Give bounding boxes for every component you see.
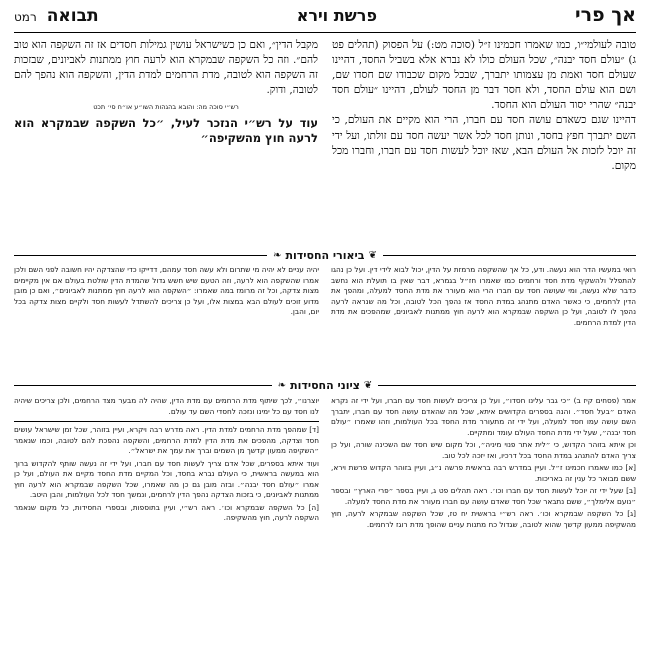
commentary-paragraph: יהיה עניים לא יהיה מי שתרום ולא עשה חסד עמהם, דדייקו כדי שהצדקה יהיו חשובה לפני השם ולכן אמרו שהשקפה הוא לרעה, וזה הטעם שיש חשש גדול שהמדת הדין שולטת בעולם אם אין מקיימים מצות צדקה, וכל זה מרומז במה שאמרו: ״השקפה הוא לרעה חוץ ממתנות לאביונים״, ואם כן מובן מדוע זוכים לעולם הבא במצות אלו, ועל כן צריכים להשתדל לעשות חסד ולקיים מצות צדקה בכל יום, והבן.: [14, 265, 319, 316]
main-paragraph: דהיינו שגם כשאדם עושה חסד עם חברו, הרי הוא מקיים את העולם, כי השם יתברך חפץ בחסד, ונותן חסד לכל אשר יעשה חסד עם זולתו, ועל ידי זה יוכל לזכות אל העולם הבא, שאז יוכל לעשות חסד עם חברו, וחברו מכל מקום.: [332, 114, 636, 172]
ornament-icon: ❧: [273, 249, 282, 261]
tziyunei-label-wrap: [272, 379, 379, 392]
footnote: [א] כמו שאמרו חכמינו ז״ל. ועיין במדרש רבה בראשית פרשה נ״ג, ועיין בזוהר הקדוש פרשת וירא, ששם מבואר כל ענין זה באריכות.: [331, 463, 636, 483]
divider: [378, 385, 636, 386]
ornament-icon: ❦: [363, 379, 373, 391]
section-heading: עוד על רש״י הנזכר לעיל, ״כל השקפה שבמקרא הוא לרעה חוץ מהשקיפה״: [14, 116, 318, 146]
tziyunei-section-header: [14, 378, 636, 392]
divider: [14, 255, 267, 256]
running-header: [14, 4, 636, 32]
footnote: וכן איתא בזוהר הקדוש, כי ״לית אתר פנוי מיניה״, וכל מקום שיש חסד שם השכינה שורה, ועל כן צריך האדם להתנהג במדת החסד בכל דרכיו, ואז יזכה לכל טוב.: [331, 440, 636, 460]
footnote: [ג] כל השקפה שבמקרא וכו׳. ראה רש״י בראשית יח טז, שכל השקפה שבמקרא לרעה, חוץ מהשקיפה ממעון קדשך שהוא לטובה, שגדול כח מתנות עניים שהופך מדת רוגז לרחמים.: [331, 509, 636, 529]
header-book: תבואה: [46, 6, 99, 26]
ornament-icon: ❧: [277, 379, 287, 391]
tziyunei-label: ציוני החסידות: [290, 378, 360, 392]
divider: [383, 255, 636, 256]
biurei-section-header: [14, 248, 636, 262]
footnote: [ד] שמהפך מדת הרחמים למדת הדין. ראה מדרש רבה ויקרא, ועיין בזוהר, שכל זמן שישראל עושים חסד וצדקה, מהפכים את מדת הדין למדת הרחמים, והשקפה נהפכת להם לטובה, וכמו שנאמר ״השקיפה ממעון קדשך מן השמים וברך את עמך את ישראל״.: [14, 425, 319, 455]
tziyunei-right-column: [331, 396, 636, 644]
ornament-icon: ❦: [368, 249, 377, 261]
divider: [14, 421, 319, 422]
footnote: אמר (פסחים קיז ב) ״כי גבר עלינו חסדו״, ועל כן צריכים לעשות חסד עם חברו, ועל ידי זה נקרא האדם ״בעל חסד״. והנה בספרים הקדושים איתא, שכל מה שהאדם עושה חסד עם חברו, יתברך השם עושה עמו חסד למעלה, ועל ידי זה מתעורר מדת החסד בכל העולמות, וזהו שאמרו ״עולם חסד יבנה״, שעל ידי מדת החסד העולם עומד ומתקיים.: [331, 396, 636, 437]
header-book-group: [14, 6, 99, 26]
main-right-column: [332, 38, 636, 243]
footnote: [ב] שעל ידי זה יוכל לעשות חסד עם חברו וכו׳. ראה תהלים פט ג, ועיין בספר ״פרי הארץ״ ובספר ״נועם אלימלך״, ששם נתבאר שכל חסד שאדם עושה עם חברו מעורר את מדת החסד למעלה.: [331, 486, 636, 506]
header-title: אך פרי: [575, 4, 636, 26]
footnote: ועוד איתא בספרים, שכל אדם צריך לעשות חסד עם חברו, ועל ידי זה נעשה שותף להקדוש ברוך הוא במעשה בראשית, כי העולם נברא בחסד, וכל המקיים מדת החסד מקיים את העולם, ועל כן אמרו ״עולם חסד יבנה״. ובזה מובן גם כן מה שאמרו, שכל השקפה שבמקרא הוא לרעה חוץ ממתנות לאביונים, כי בזכות הצדקה נהפך הדין לרחמים, ונמשך חסד לכל העולמות, והבן היטב.: [14, 458, 319, 499]
header-parsha: פרשת וירא: [296, 6, 377, 25]
biurei-right-column: [331, 265, 636, 367]
biurei-label-wrap: [267, 249, 383, 262]
main-text: [14, 38, 636, 243]
tziyunei-left-column: [14, 396, 319, 644]
main-paragraph: טובה לעולמי״ו, כמו שאמרו חכמינו ז״ל (סוכה מט:) על הפסוק (תהלים פט ג) ״עולם חסד יבנה״, שכל העולם כולו לא נברא אלא בשביל החסד, דהיינו שעולם חסד ואמת מן עצמותו יתברך, שבכל מקום שכבודו שם חסדו שם, ושם הוא עולם החסד, ולא חסר דבר מן החסד לעולם, דהיינו ״עולם חסד יבנה״ שהרי יסוד העולם הוא החסד.: [332, 39, 636, 112]
footnote: יוצרנו״, לכך שיתוף מדת הרחמים עם מדת הדין, שהיה לה מבער מצד הרחמים, ולכן צריכים שיהיה לנו חסד עם כל ימינו ונזכה לחסדי השם עד עולם.: [14, 396, 319, 416]
source-citation: רש״י סוכה מה: והובא בהגהות השו״ע או״ח סי׳ תכט: [93, 103, 239, 112]
biurei-left-column: [14, 265, 319, 367]
biurei-commentary: [14, 265, 636, 367]
biurei-label: ביאורי החסידות: [285, 248, 365, 262]
footnote: [ה] כל השקפה שבמקרא וכו׳. ראה רש״י, ועיין בתוספות, ובספרי החסידות, כל מקום שנאמר השקפה לרעה, חוץ מהשקיפה.: [14, 502, 319, 522]
page-number: רמט: [14, 10, 37, 24]
header-divider: [14, 32, 636, 33]
main-paragraph: מקבל הדין״, ואם כן כשישראל עושין גמילות חסדים אז זה השקפה הוא טוב להם״. וזה כל השקפה שבמקרא הוא לרעה חוץ ממתנות לאביונים, שבזכות זה השקפה הוא לטובה, מדת הרחמים למדת הדין, והשקפה הוא נהפך להם לטובה, ודוק.: [14, 39, 318, 97]
divider: [14, 385, 272, 386]
main-left-column: [14, 38, 318, 243]
commentary-paragraph: רואי במעשיו הדר הוא נעשה. ודע, כל אך שהשקפה מרמזת על הדין, יכול לבוא לידי דין. ועל כן נהגו להתפלל ולהשקיף מדת חסד ורחמים כמו שאמרו חז״ל בגמרא, דבר שאין בו תועלת הוא נחשב כדבר שלא נעשה, ומי שעושה חסד עם חברו הרי הוא מעורר את מדת החסד למעלה, ומהפך את הדין לרחמים, כי כאשר האדם מתנהג במדת החסד אז נהפך הכל לטובה, וכל מה שנראה לרעה נהפך לו לטובה, ועל כן השקפה שבמקרא הוא לרעה חוץ ממתנות לאביונים, שמהפכים את מדת הדין למדת הרחמים.: [331, 265, 636, 327]
tziyunei-commentary: [14, 396, 636, 644]
